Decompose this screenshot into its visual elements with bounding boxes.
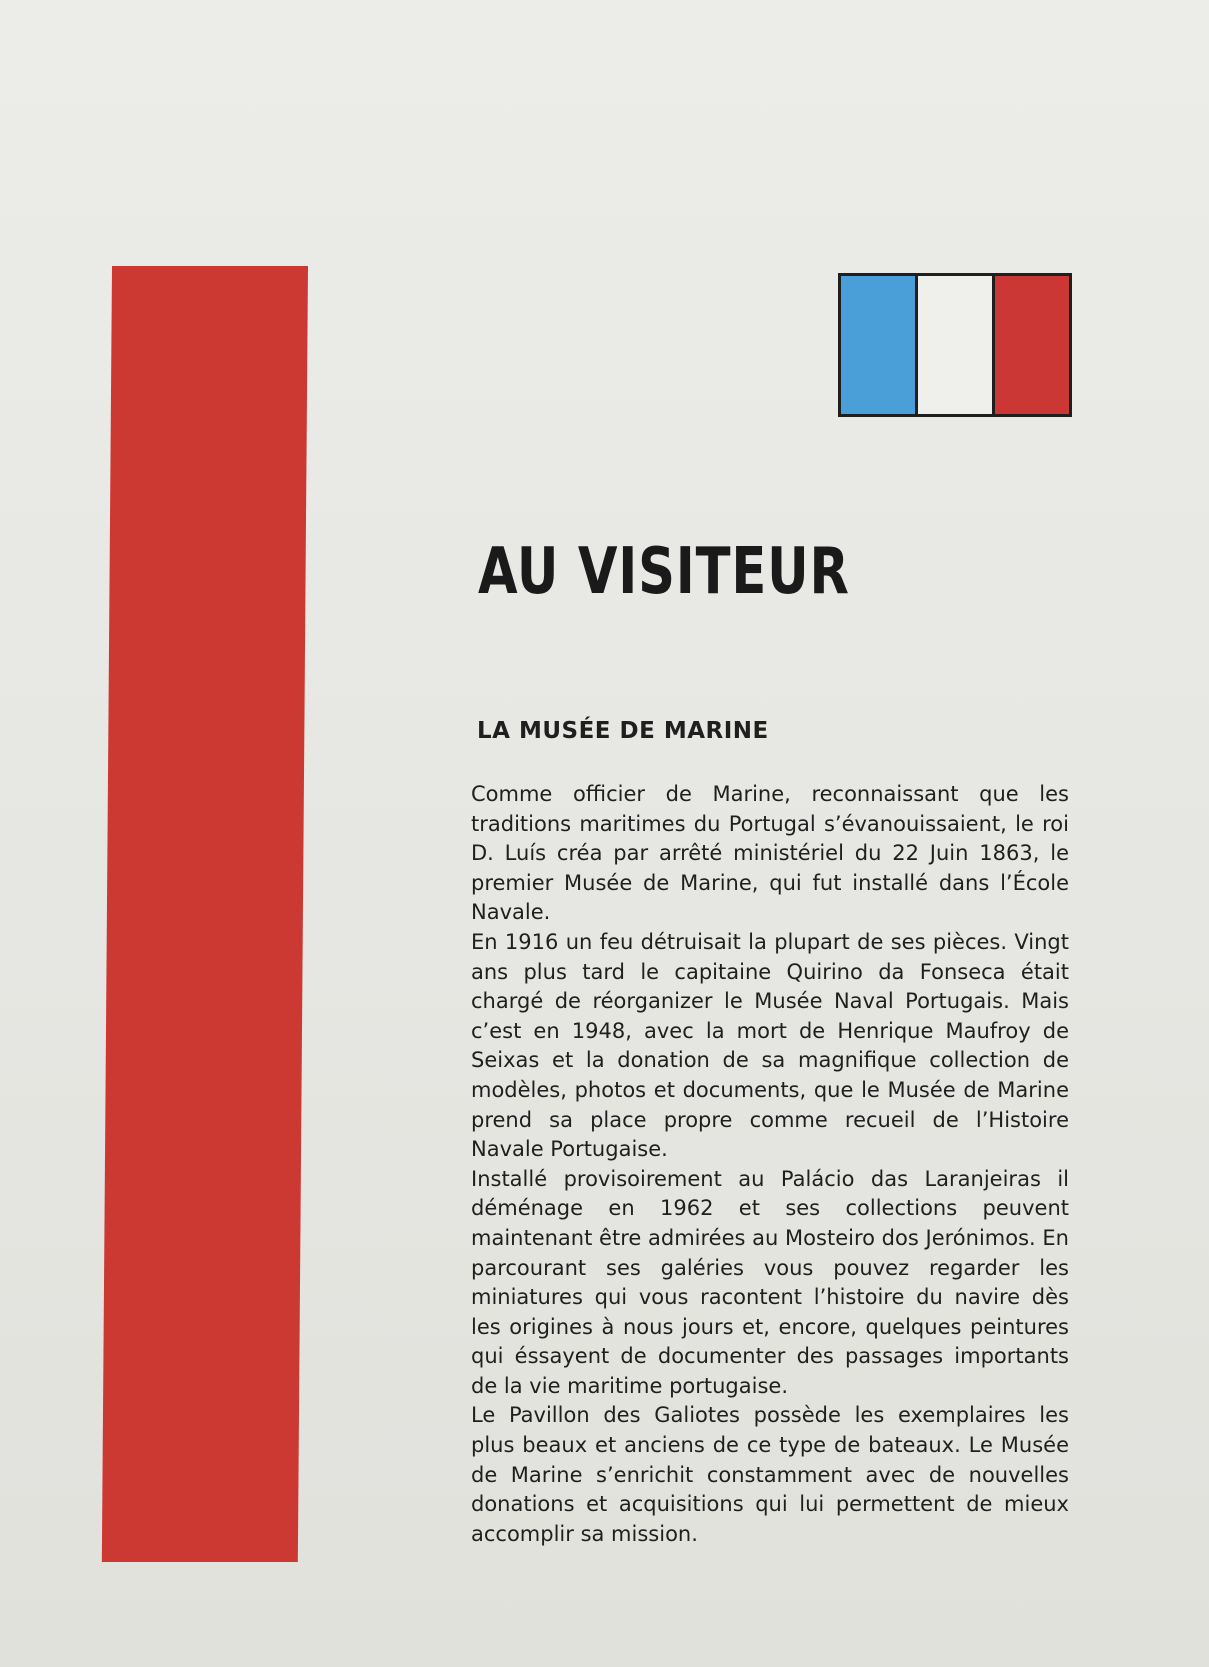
flag-blue-stripe: [841, 276, 918, 414]
page-title: AU VISITEUR: [478, 535, 850, 609]
body-paragraph: En 1916 un feu détruisait la plupart de ses pièces. Vingt ans plus tard le capitaine Quirino da Fonseca était chargé de réorganizer le Musée Naval Portugais. Mais c’est en 1948, avec la mort de Henrique Maufroy de Seixas et la donation de sa magnifique collection de modèles, photos et documents, que le Musée de Marine prend sa place propre comme recueil de l’Histoire Navale Portugaise.: [471, 929, 1069, 1162]
flag-red-stripe: [995, 276, 1069, 414]
french-flag-icon: [838, 273, 1072, 417]
decorative-red-bar: [102, 266, 308, 1562]
flag-white-stripe: [918, 276, 995, 414]
body-paragraph: Comme officier de Marine, reconnaissant que les traditions maritimes du Portugal s’évanouissaient, le roi D. Luís créa par arrêté ministériel du 22 Juin 1863, le premier Musée de Marine, qui fut installé dans l’École Navale.: [471, 782, 1069, 925]
body-paragraph: Installé provisoirement au Palácio das Laranjeiras il déménage en 1962 et ses collections peuvent maintenant être admirées au Mosteiro dos Jerónimos. En parcourant ses galéries vous pouvez regarder les miniatures qui vous racontent l’histoire du navire dès les origines à nous jours et, encore, quelques peintures qui éssayent de documenter des passages importants de la vie maritime portugaise.: [471, 1166, 1069, 1398]
body-text: [471, 780, 1069, 1549]
section-subtitle: LA MUSÉE DE MARINE: [477, 718, 769, 744]
body-paragraph: Le Pavillon des Galiotes possède les exemplaires les plus beaux et anciens de ce type de bateaux. Le Musée de Marine s’enrichit constamment avec de nouvelles donations et acquisitions qui lui permettent de mieux accomplir sa mission.: [471, 1403, 1069, 1546]
